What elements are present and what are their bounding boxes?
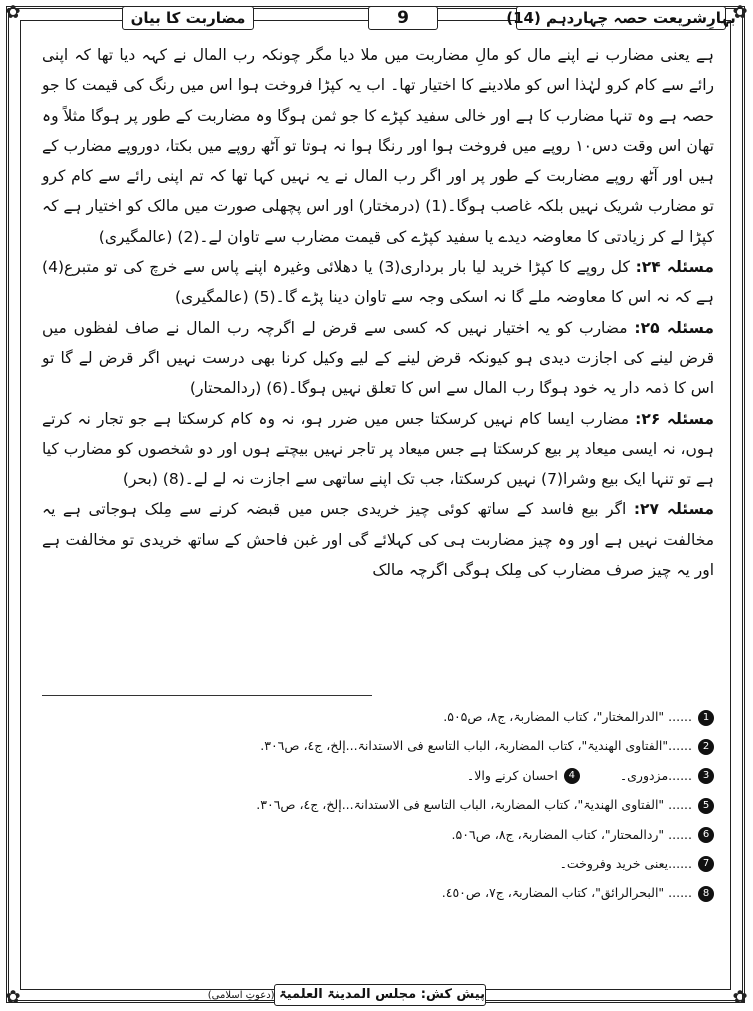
- corner-ornament-icon: ✿: [5, 2, 21, 23]
- page-header: [22, 4, 736, 32]
- corner-ornament-icon: ✿: [732, 987, 748, 1008]
- footnote-number: 1: [698, 710, 714, 726]
- footnote-number: 7: [698, 856, 714, 872]
- footnote-number: 4: [564, 768, 580, 784]
- corner-ornament-icon: ✿: [5, 987, 21, 1008]
- paragraph: [42, 494, 714, 585]
- chapter-title: مضاربت کا بیان: [122, 6, 254, 30]
- footnote-number: 8: [698, 886, 714, 902]
- footnote-text: ...... "ردالمحتار"، کتاب المضاربۃ، ج۸، ص۵۰٦.: [451, 826, 692, 842]
- paragraph-text: مضارب کو یہ اختیار نہیں کہ کسی سے قرض لے اگرچہ رب المال نے صاف لفظوں میں قرض لینے کی اجازت دیدی ہو کیونکہ قرض لینے کے لیے وکیل کرنا بھی درست نہیں اگر قرض لے گا تو اس کا ذمہ دار یہ خود ہوگا رب المال سے اس کا تعلق نہیں ہوگا۔(6) (ردالمحتار): [42, 318, 714, 398]
- footnote: [42, 731, 714, 760]
- paragraph-text: اگر بیع فاسد کے ساتھ کوئی چیز خریدی جس میں قبضہ کرنے سے مِلک ہوجاتی ہے یہ مخالفت نہیں ہے اور وہ چیز مضاربت ہی کی کہلائے گی اور غبن فاحش کے ساتھ خریدی تو مخالفت ہے اور یہ چیز صرف مضارب کی مِلک ہوگی اگرچہ مالک: [42, 500, 714, 580]
- footer-org: مجلس المدینۃ العلمیۃ: [279, 987, 417, 1002]
- paragraph: [42, 313, 714, 404]
- footnote-text: ...... "الدرالمختار"، کتاب المضاربۃ، ج۸، ص۵۰۵.: [443, 709, 692, 724]
- publisher-credit: [207, 984, 486, 1006]
- footer-sub: (دعوتِ اسلامی): [207, 990, 275, 1001]
- paragraph: [42, 252, 714, 313]
- paragraph-text: ہے یعنی مضارب نے اپنے مال کو مالِ مضاربت میں ملا دیا مگر چونکہ رب المال نے کہہ دیا تھا کہ اپنی رائے سے کام کرو لہٰذا اس کو ملادینے کا اختیار تھا۔ اب یہ کپڑا فروخت ہوا اس میں رنگ کی قیمت کا جو حصہ ہے وہ تنہا مضارب کا ہے اور خالی سفید کپڑے کا جو ثمن ہوگا وہ مضاربت کے طور پر ہوگا مثلاً وہ تھان اس وقت دس۱۰ روپے میں فروخت ہوا اور رنگا ہوا نہ ہوتا تو آٹھ روپے میں بکتا، دوروپے مضارب کے ہیں اور آٹھ روپے مضاربت کے طور پر اور اگر رب المال نے یہ نہیں کہا تھا کہ تم اپنی رائے سے کام کرو تو مضارب شریک نہیں بلکہ غاصب ہوگا۔(1) (درمختار) اور اس پچھلی صورت میں مالک کو اختیار ہے کہ کپڑا لے کر زیادتی کا معاوضہ دیدے یا سفید کپڑے کی قیمت مضارب سے تاوان لے۔(2) (عالمگیری): [42, 46, 714, 246]
- footnote-text: ...... "الفتاوی الھندیۃ"، کتاب المضاربۃ، الباب التاسع فی الاستدانۃ...إلخ، ج٤، ص٣٠٦.: [256, 797, 692, 813]
- paragraph: [42, 404, 714, 495]
- footnote: [42, 849, 714, 878]
- page-footer: [22, 984, 730, 1008]
- footnote: [42, 702, 714, 731]
- footnote: [42, 761, 714, 790]
- footnote: [42, 878, 714, 907]
- footnote: [42, 790, 714, 819]
- footnote-number: 3: [698, 768, 714, 784]
- book-title: بہارِشریعت حصہ چہاردہم (14): [516, 6, 726, 30]
- paragraph-text: مضارب ایسا کام نہیں کرسکتا جس میں ضرر ہو، نہ وہ کام کرسکتا ہے جو تجار نہ کرتے ہوں، نہ ایسی میعاد پر بیع کرسکتا ہے جس میعاد پر تاجر نہیں بیچتے ہوں اور دو شخصوں کو مضارب کیا ہے تو تنہا ایک بیع وشرا(7) نہیں کرسکتا، جب تک اپنے ساتھی سے اجازت نہ لے لے۔(8) (بحر): [42, 409, 714, 489]
- footnote: [42, 820, 714, 849]
- page-number: 9: [368, 6, 438, 30]
- footnote-number: 2: [698, 739, 714, 755]
- footer-label: پیش کش:: [420, 987, 485, 1002]
- footnote-number: 6: [698, 827, 714, 843]
- issue-label: مسئلہ ۲۶:: [635, 409, 714, 428]
- footnote-text: ...... "البحرالرائق"، کتاب المضاربۃ، ج۷، ص٤٥٠.: [441, 885, 692, 901]
- issue-label: مسئلہ ۲۵:: [634, 318, 714, 337]
- footnote-number: 5: [698, 798, 714, 814]
- main-text: [42, 40, 714, 585]
- issue-label: مسئلہ ۲۴:: [635, 258, 714, 277]
- footnote-divider: [42, 695, 372, 696]
- paragraph: [42, 40, 714, 252]
- issue-label: مسئلہ ۲۷:: [633, 500, 714, 519]
- footnote-text: ......"الفتاوی الھندیۃ"، کتاب المضاربۃ، الباب التاسع فی الاستدانۃ...إلخ، ج٤، ص٣٠٦.: [260, 738, 692, 754]
- footnotes: [42, 702, 714, 908]
- footnote-text: ......مزدوری۔: [619, 767, 692, 783]
- corner-ornament-icon: ✿: [732, 2, 748, 23]
- footnote-text: احسان کرنے والا۔: [466, 767, 558, 783]
- footnote-text: ......یعنی خرید وفروخت۔: [559, 855, 692, 871]
- paragraph-text: کل روپے کا کپڑا خرید لیا بار برداری(3) یا دھلائی وغیرہ اپنے پاس سے خرچ کی تو متبرع(4) ہے کہ نہ اس کا معاوضہ ملے گا نہ اسکی وجہ سے تاوان دینا پڑے گا۔(5) (عالمگیری): [42, 258, 714, 307]
